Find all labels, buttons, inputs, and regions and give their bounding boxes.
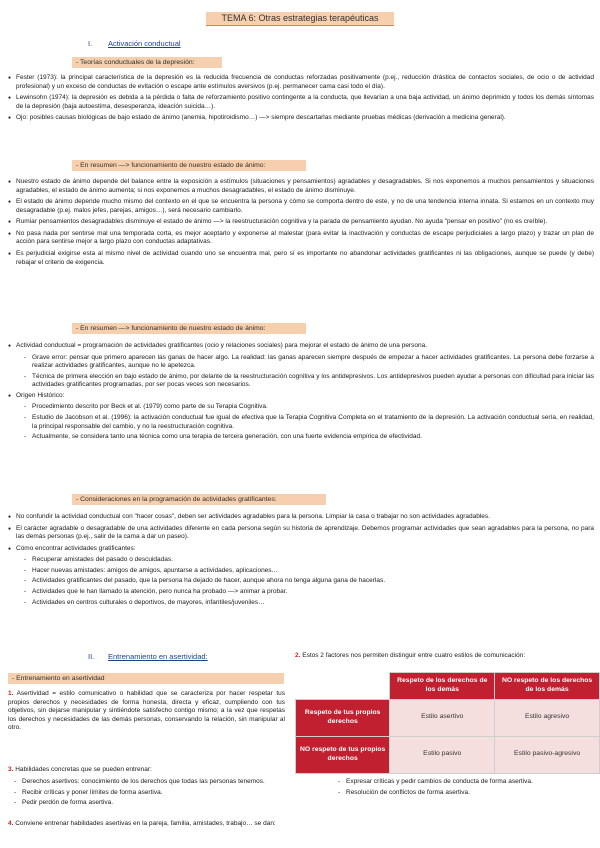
paragraph-text: Asertividad = estilo comunicativo o habilidad que se caracteriza por hacer respetar tus propios derechos y necesidades de forma honesta, directa y eficaz, cumpliendo con tus objetivos, sin dejarse manipular y sintiéndote satisfecho contigo mismo; a la vez que respetas los derechos y necesidades de las demás personas, conservando la relación, sin manipular al otro.	[8, 690, 285, 732]
summary-list-1	[8, 178, 594, 270]
section-heading-activacion: Activación conductual	[108, 39, 181, 48]
list-subitem: - Pedir perdón de forma asertiva.	[12, 799, 326, 808]
table-corner	[296, 673, 390, 700]
list-item: ● El estado de ánimo depende mucho mismo del contexto en el que se encuentra la persona y cómo se comporta dentro de este, y no de una tendencia interna innata. Si estamos en un contexto muy desagradable (p.ej. malos jefes, parejas, amigos…), será necesario cambiarlo.	[8, 198, 594, 215]
list-subitem: - Hacer nuevas amistades: amigos de amigos, apuntarse a actividades, aplicaciones…	[22, 567, 594, 576]
summary-list-2	[8, 342, 594, 444]
theories-list	[8, 74, 594, 126]
section-number: II.	[88, 652, 95, 661]
list-subitem: - Derechos asertivos: conocimiento de los derechos que todas las personas tenemos.	[12, 778, 326, 787]
considerations-list	[8, 513, 594, 609]
list-subitem: - Actividades en centros culturales o deportivos, de mayores, infantiles/juveniles…	[22, 599, 594, 608]
list-item: ● El carácter agradable o desagradable de una actividades diferente en cada persona según su historia de aprendizaje. Debemos programar actividades que sean agradables para la persona, no para las demás personas (p.ej., salir de la cama a dar un paseo).	[8, 525, 594, 542]
table-column-header: NO respeto de los derechos de los demás	[495, 673, 600, 700]
section-number: I.	[88, 39, 93, 48]
table-cell: Estilo pasivo-agresivo	[495, 736, 600, 773]
paragraph-number: 3.	[8, 766, 14, 773]
list-subitem: - Grave error: pensar que primero aparecen las ganas de hacer algo. La realidad: las ganas aparecen siempre después de empezar a hacer actividades gratificantes. La persona debe forzarse a realizar actividades gratificantes, aunque no le apetezca.	[22, 354, 594, 371]
list-subitem: - Resolución de conflictos de forma asertiva.	[336, 789, 594, 798]
list-subitem: - Actividades que le han llamado la atención, pero nunca ha probado —> animar a probar.	[22, 588, 594, 597]
paragraph-2	[295, 652, 595, 661]
paragraph-4	[8, 820, 594, 829]
table-row-header: Respeto de tus propios derechos	[296, 699, 390, 736]
table-row-header: NO respeto de tus propios derechos	[296, 736, 390, 773]
paragraph-number: 1.	[8, 690, 14, 697]
list-subitem: - Actualmente, se considera tanto una técnica como una terapia de tercera generación, con una fuerte evidencia empírica de efectividad.	[22, 433, 594, 442]
table-cell: Estilo pasivo	[390, 736, 495, 773]
band-consideraciones: - Consideraciones en la programación de actividades gratificantes:	[72, 494, 326, 505]
paragraph-text: Habilidades concretas que se pueden entrenar:	[15, 766, 152, 773]
list-subitem: - Expresar críticas y pedir cambios de conducta de forma asertiva.	[336, 778, 594, 787]
list-item: ● Lewinsohn (1974): la depresión es debida a la pérdida o falta de reforzamiento positivo contingente a la conducta, que llevarían a una baja actividad, un ánimo deprimido y todos los demás síntomas de la depresión (baja autoestima, desesperanza, ideación suicida…).	[8, 94, 594, 111]
paragraph-text: Estos 2 factores nos permiten distinguir entre cuatro estilos de comunicación:	[302, 652, 526, 659]
page-title: TEMA 6: Otras estrategias terapéuticas	[206, 12, 394, 26]
band-resumen-1: - En resumen —> funcionamiento de nuestro estado de ánimo:	[72, 160, 306, 171]
band-teorias: - Teorías conductuales de la depresión:	[72, 57, 222, 68]
paragraph-text: Conviene entrenar habilidades asertivas en la pareja, familia, amistades, trabajo… se dan:	[15, 820, 276, 827]
list-subitem: - Estudio de Jacobson et al. (1996): la activación conductual fue igual de efectiva que la Terapia Cognitiva Completa en el tratamiento de la depresión. La activación conductual sería, en realidad, la principal responsable del cambio, y no la reestructuración cognitiva.	[22, 414, 594, 431]
paragraph-number: 2.	[295, 652, 301, 659]
band-resumen-2: - En resumen —> funcionamiento de nuestro estado de ánimo:	[72, 323, 306, 334]
list-item: ● Origen Histórico:	[8, 392, 594, 401]
list-subitem: - Recuperar amistades del pasado o descuidadas.	[22, 556, 594, 565]
list-item: ● Es perjudicial exigirse esta al mismo nivel de actividad cuando uno se encuentra mal, pero sí es importante no abandonar actividades gratificantes ni las obligaciones, aunque se puede (y debe) rebajar el criterio de exigencia.	[8, 250, 594, 267]
list-item: ● No pasa nada por sentirse mal una temporada corta, es mejor aceptarlo y exponerse al malestar (para evitar la inactivación y conductas de escape perjudiciales a largo plazo) y trazar un plan de acción para sentirse mejor a largo plazo con conductas adaptativas.	[8, 230, 594, 247]
list-subitem: - Recibir críticas y poner límites de forma asertiva.	[12, 789, 326, 798]
section-heading-asertividad: Entrenamiento en asertividad:	[108, 652, 208, 661]
list-subitem: - Actividades gratificantes del pasado, que la persona ha dejado de hacer, aunque ahora no tenga alguna gana de hacerlas.	[22, 577, 594, 586]
table-cell: Estilo agresivo	[495, 699, 600, 736]
skills-list-left	[8, 778, 326, 810]
list-subitem: - Técnica de primera elección en bajo estado de ánimo, por delante de la reestructuración cognitiva y los antidepresivos. Los antidepresivos pueden ayudar a personas con dificultad para iniciar las actividades gratificantes programadas, por ser pocas veces son necesarios.	[22, 373, 594, 390]
table-column-header: Respeto de los derechos de los demás	[390, 673, 495, 700]
band-asertividad: - Entrenamiento en asertividad	[8, 673, 284, 684]
list-item: ● Ojo: posibles causas biológicas de bajo estado de ánimo (anemia, hipotiroidismo…) —> siempre descartarlas mediante pruebas médicas (derivación a medicina general).	[8, 114, 594, 123]
table-cell: Estilo asertivo	[390, 699, 495, 736]
skills-list-right	[336, 778, 594, 799]
list-item: ● Actividad conductual = programación de actividades gratificantes (ocio y relaciones sociales) para mejorar el estado de ánimo de una persona.	[8, 342, 594, 351]
list-item: ● Rumiar pensamientos desagradables disminuye el estado de ánimo —> la reestructuración cognitiva y la parada de pensamiento ayudan. No ayuda "pensar en positivo" (no es creíble).	[8, 218, 594, 227]
list-item: ● Nuestro estado de ánimo depende del balance entre la exposición a estímulos (situaciones y pensamientos) agradables y desagradables. Si nos exponemos a muchos pensamientos y situaciones agradables, el estado de ánimo aumenta; si nos exponemos a muchos desagradables, el estado de ánimo disminuye.	[8, 178, 594, 195]
paragraph-3	[8, 766, 594, 775]
list-subitem: - Procedimiento descrito por Beck et al. (1979) como parte de su Terapia Cognitiva.	[22, 403, 594, 412]
paragraph-number: 4.	[8, 820, 14, 827]
communication-styles-table	[295, 672, 600, 774]
paragraph-1	[8, 690, 285, 733]
list-item: ● Fester (1973): la principal característica de la depresión es la reducida frecuencia de conductas reforzadas positivamente (p.ej., reducción drástica de contactos sociales, de ocio o de actividad profesional) y un exceso de conductas de evitación o escape ante estímulos aversivos (p.ej. permanecer cama casi todo el día).	[8, 74, 594, 91]
list-item: ● Cómo encontrar actividades gratificantes:	[8, 545, 594, 554]
list-item: ● No confundir la actividad conductual con "hacer cosas", deben ser actividades agradables para la persona. Limpiar la casa o trabajar no son actividades agradables.	[8, 513, 594, 522]
